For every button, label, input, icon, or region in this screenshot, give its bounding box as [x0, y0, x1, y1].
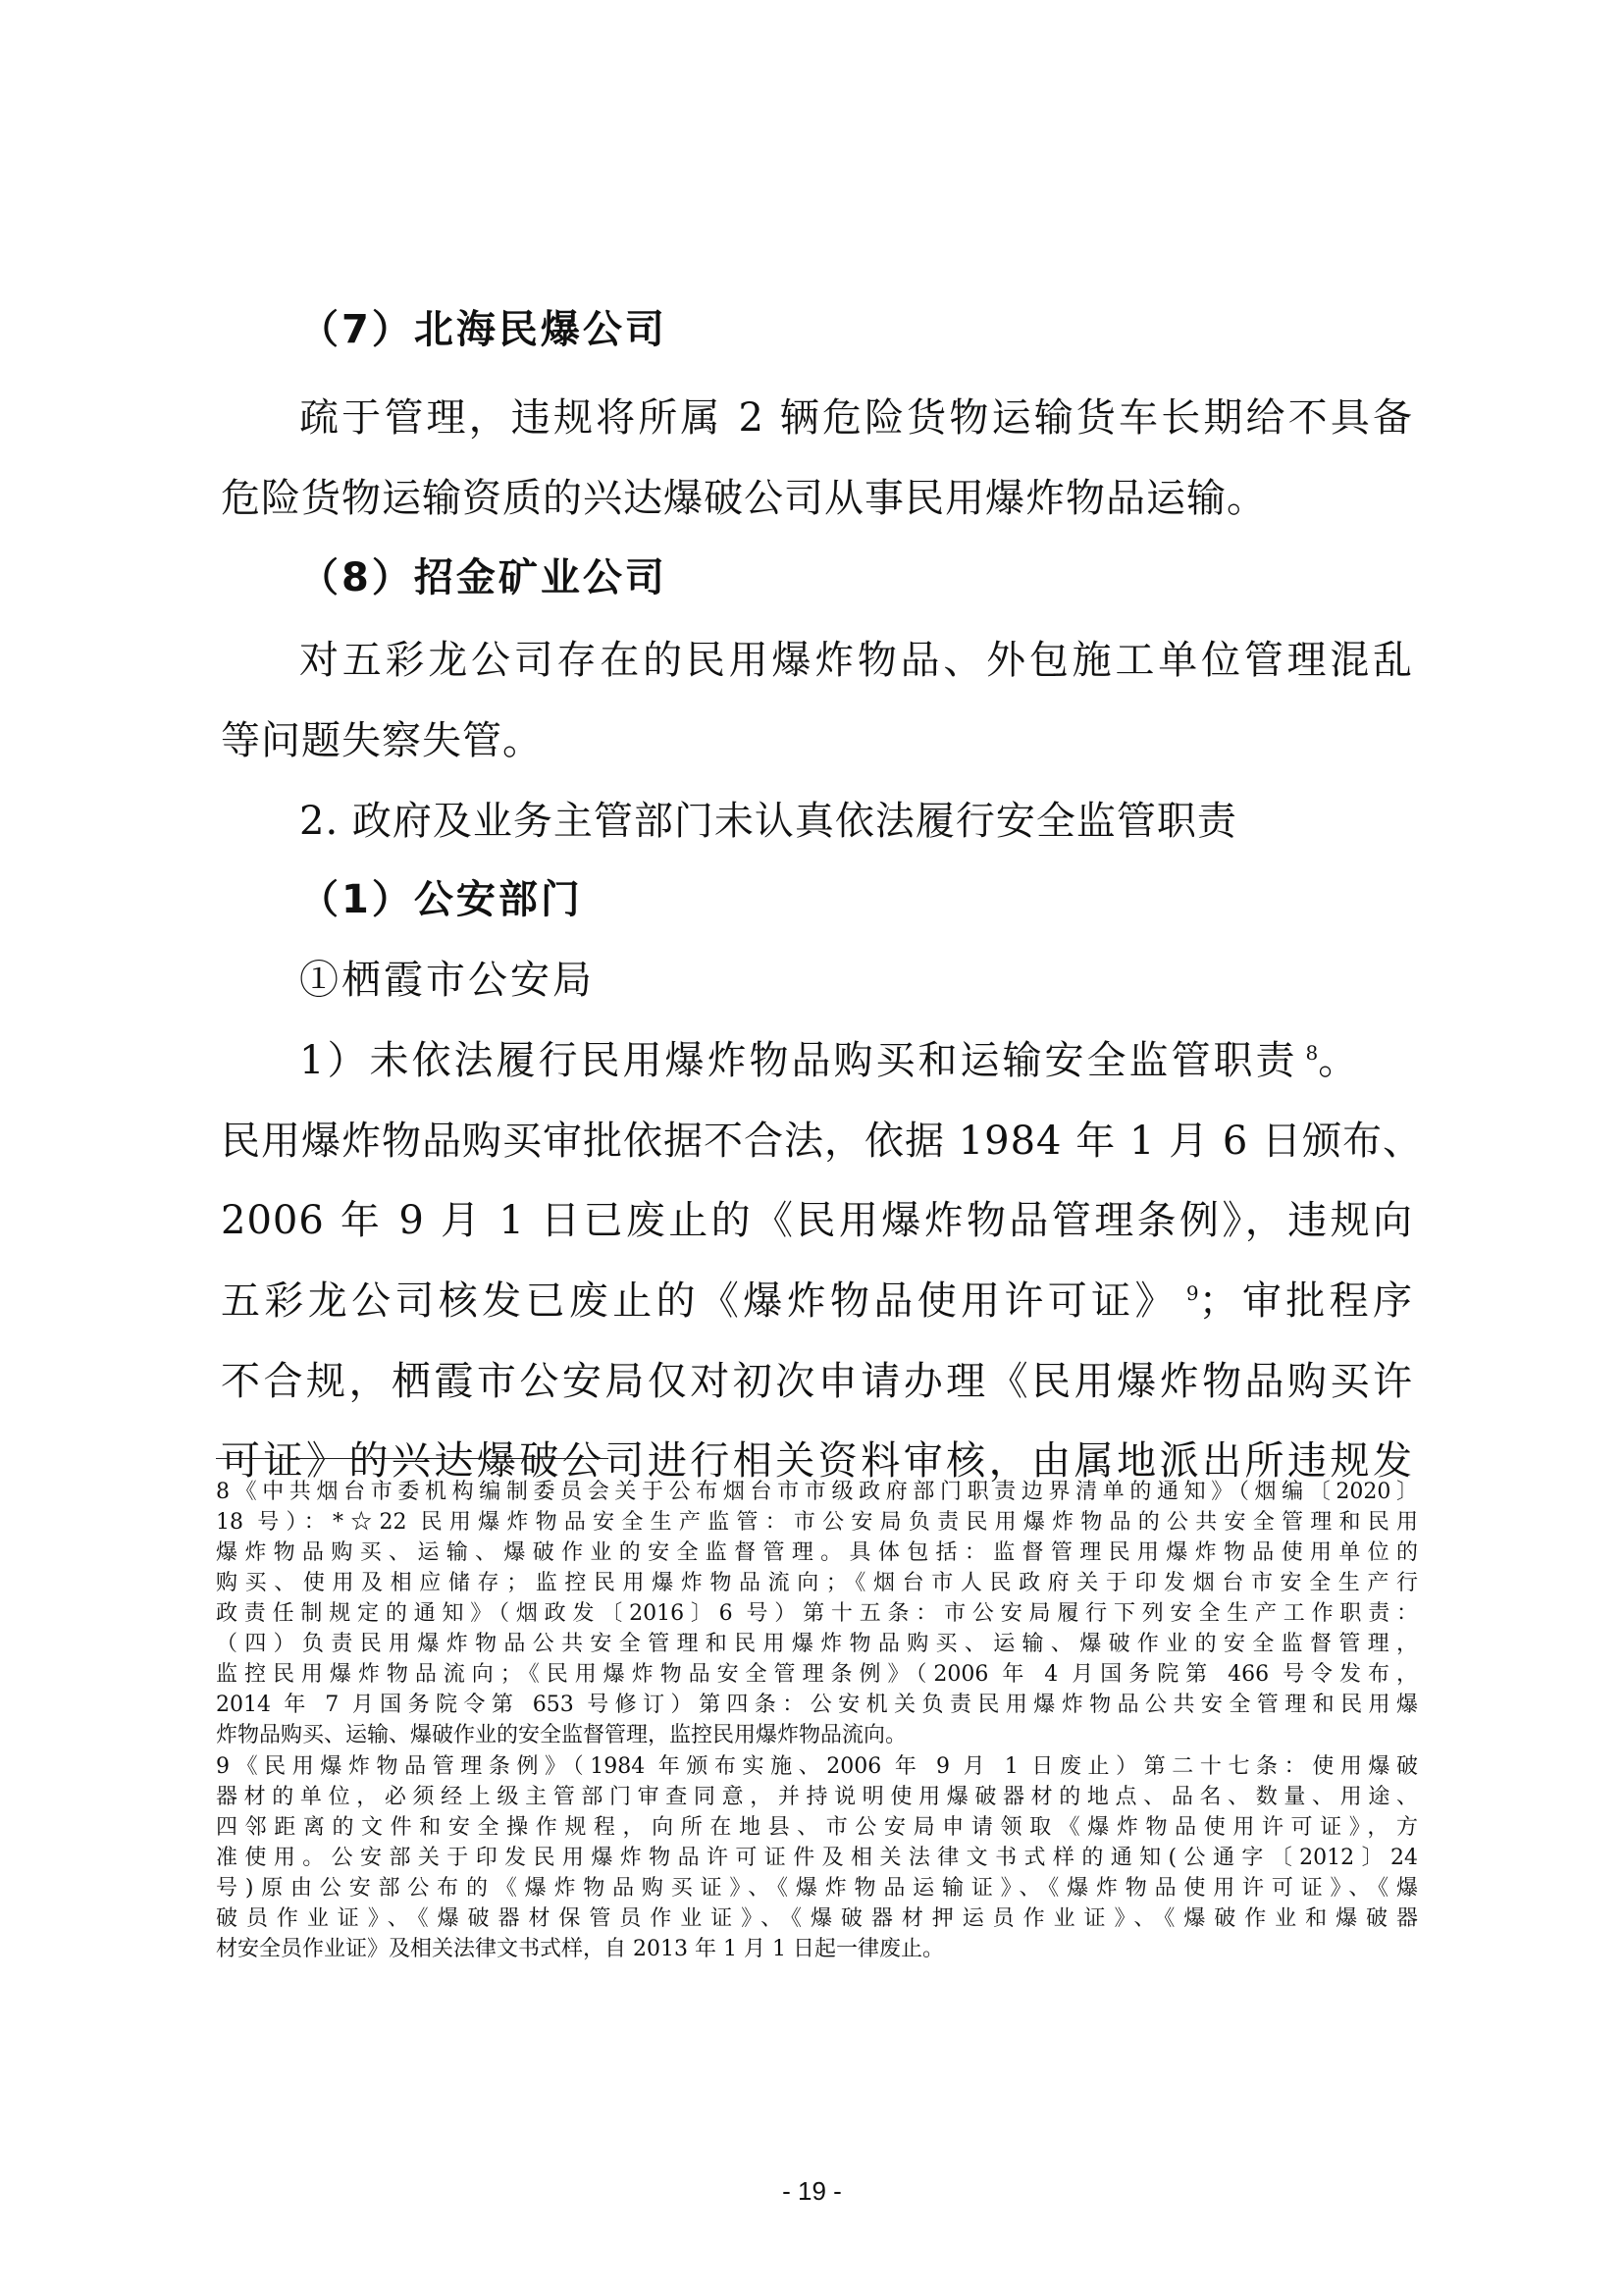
footnote-line: 2014 年 7 月国务院令第 653 号修订）第四条：公安机关负责民用爆炸物品公共安全管理和民用爆	[216, 1693, 1418, 1717]
footnote-line: 9《民用爆炸物品管理条例》（1984 年颁布实施、2006 年 9 月 1 日废止）第二十七条：使用爆破	[216, 1754, 1418, 1779]
footnote-line: 炸物品购买、运输、爆破作业的安全监督管理，监控民用爆炸物品流向。	[216, 1723, 908, 1747]
paragraph-line: 疏于管理，违规将所属 2 辆危险货物运输货车长期给不具备	[299, 395, 1413, 441]
paragraph-line: 2006 年 9 月 1 日已废止的《民用爆炸物品管理条例》，违规向	[221, 1198, 1413, 1243]
page-number: - 19 -	[782, 2176, 842, 2206]
footnote-line: （四）负责民用爆炸物品公共安全管理和民用爆炸物品购买、运输、爆破作业的安全监督管理，	[216, 1632, 1418, 1656]
paragraph-line: 等问题失察失管。	[221, 718, 543, 763]
footnote-line: 18 号）：*☆22 民用爆炸物品安全生产监管：市公安局负责民用爆炸物品的公共安全管理和民用	[216, 1510, 1418, 1535]
footnote-line: 四邻距离的文件和安全操作规程，向所在地县、市公安局申请领取《爆炸物品使用许可证》，方	[216, 1815, 1418, 1840]
footnote-line: 破员作业证》、《爆破器材保管员作业证》、《爆破器材押运员作业证》、《爆破作业和爆破器	[216, 1906, 1418, 1931]
section-heading-7: （7）北海民爆公司	[299, 307, 667, 352]
section-heading-1: （1）公安部门	[299, 877, 583, 922]
subsection-title: 2. 政府及业务主管部门未认真依法履行安全监管职责	[299, 799, 1237, 844]
footnote-marker: 9	[1185, 1280, 1199, 1305]
paragraph-line	[221, 1274, 1413, 1329]
footnote-line: 政责任制规定的通知》（烟政发〔2016〕6 号）第十五条：市公安局履行下列安全生产工作职责：	[216, 1601, 1418, 1626]
paragraph-line: 可证》的兴达爆破公司进行相关资料审核，由属地派出所违规发	[221, 1438, 1413, 1484]
paragraph-text: 五彩龙公司核发已废止的《爆炸物品使用许可证》	[221, 1278, 1179, 1324]
footnote-line: 准使用。公安部关于印发民用爆炸物品许可证件及相关法律文书式样的通知(公通字〔2012〕24	[216, 1846, 1418, 1870]
footnote-line: 材安全员作业证》及相关法律文书式样，自 2013 年 1 月 1 日起一律废止。	[216, 1937, 944, 1961]
footnote-line: 号)原由公安部公布的《爆炸物品购买证》、《爆炸物品运输证》、《爆炸物品使用许可证》、《爆	[216, 1876, 1418, 1901]
footnote-line: 器材的单位，必须经上级主管部门审查同意，并持说明使用爆破器材的地点、品名、数量、用途、	[216, 1785, 1418, 1809]
footnote-separator	[216, 1458, 608, 1459]
footnote-line: 监控民用爆炸物品流向；《民用爆炸物品安全管理条例》（2006 年 4 月国务院第 466 号令发布，	[216, 1662, 1418, 1687]
footnote-line: 购买、使用及相应储存；监控民用爆炸物品流向；《烟台市人民政府关于印发烟台市安全生产行	[216, 1571, 1418, 1595]
section-heading-8: （8）招金矿业公司	[299, 555, 667, 600]
footnote-line: 爆炸物品购买、运输、爆破作业的安全监督管理。具体包括：监督管理民用爆炸物品使用单位的	[216, 1540, 1418, 1565]
paragraph-line: 对五彩龙公司存在的民用爆炸物品、外包施工单位管理混乱	[299, 638, 1413, 683]
paragraph-text: 1）未依法履行民用爆炸物品购买和运输安全监管职责	[299, 1038, 1298, 1083]
paragraph-line: 危险货物运输资质的兴达爆破公司从事民用爆炸物品运输。	[221, 476, 1267, 521]
paragraph-line: 不合规，栖霞市公安局仅对初次申请办理《民用爆炸物品购买许	[221, 1359, 1413, 1404]
paragraph-line: 民用爆炸物品购买审批依据不合法，依据 1984 年 1 月 6 日颁布、	[221, 1119, 1423, 1164]
footnote-line: 8《中共烟台市委机构编制委员会关于公布烟台市市级政府部门职责边界清单的通知》（烟编〔2020〕	[216, 1480, 1418, 1504]
sub-item-title: ①栖霞市公安局	[299, 958, 595, 1003]
paragraph-text: 。	[1318, 1038, 1361, 1083]
paragraph-text: ；审批程序	[1198, 1278, 1414, 1324]
footnote-marker: 8	[1305, 1040, 1319, 1065]
paragraph-line	[299, 1033, 1360, 1088]
